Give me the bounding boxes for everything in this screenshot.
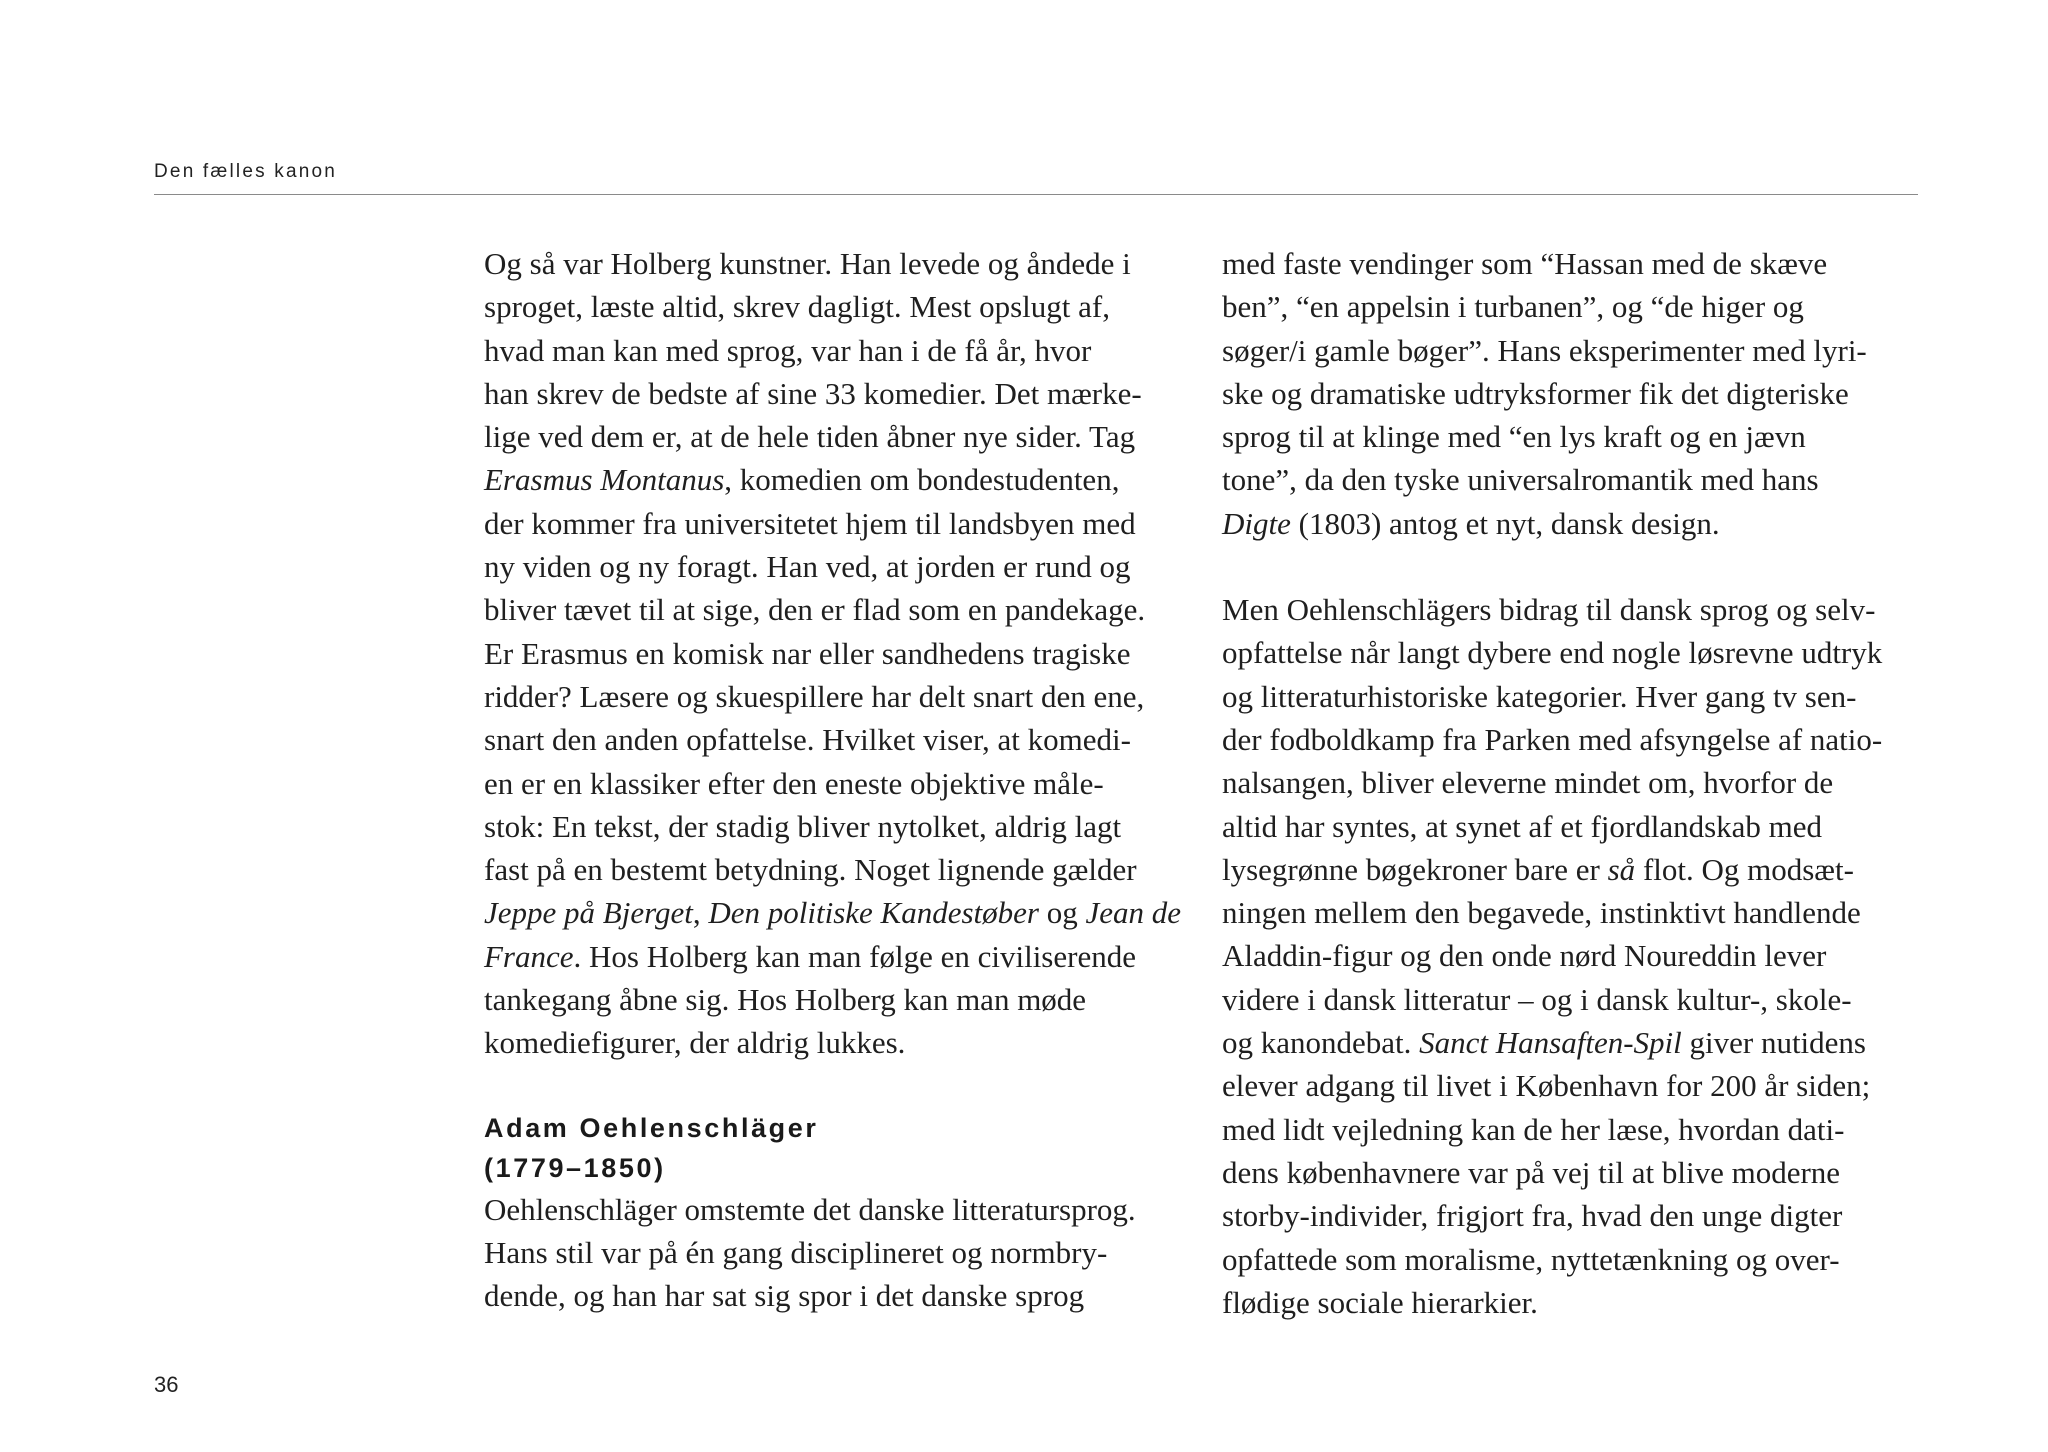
text-line: [484, 891, 1194, 934]
text-line: [484, 285, 1194, 328]
text-run: bliver tævet til at sige, den er flad som en pandekage.: [484, 592, 1146, 628]
text-line: [484, 1021, 1194, 1064]
text-line: [484, 675, 1194, 718]
text-run: Og så var Holberg kunstner. Han levede og åndede i: [484, 246, 1131, 281]
page-number: 36: [154, 1372, 179, 1397]
italic-title: France: [484, 938, 574, 974]
text-line: [1222, 458, 1932, 501]
text-line: [1222, 848, 1932, 891]
text-line: [1222, 1064, 1932, 1107]
text-run: (1803) antog et nyt, dansk design.: [1290, 505, 1720, 541]
text-line: [1222, 1108, 1932, 1151]
text-run: flot. Og modsæt-: [1635, 851, 1854, 887]
italic-title: Jean de: [1085, 895, 1182, 931]
text-line: [484, 718, 1194, 761]
text-run: Hans stil var på én gang disciplineret og normbry-: [484, 1234, 1108, 1270]
text-line: [1222, 675, 1932, 718]
text-run: ske og dramatiske udtryksformer fik det digteriske: [1222, 375, 1849, 411]
text-line: [484, 329, 1194, 372]
text-line: [1222, 502, 1932, 545]
text-line: [1222, 891, 1932, 934]
text-line: [484, 458, 1194, 501]
text-run: ny viden og ny foragt. Han ved, at jorden er rund og: [484, 549, 1131, 585]
text-line: [1222, 372, 1932, 415]
text-run: sprog til at klinge med “en lys kraft og en jævn: [1222, 419, 1806, 455]
text-run: søger/i gamle bøger”. Hans eksperimenter med lyri-: [1222, 332, 1867, 368]
paragraph: [1222, 588, 1932, 1324]
text-line: [484, 978, 1194, 1021]
text-line: [1222, 805, 1932, 848]
text-line: [484, 848, 1194, 891]
text-run: . Hos Holberg kan man følge en civiliserende: [573, 938, 1136, 974]
text-run: flødige sociale hierarkier.: [1222, 1284, 1538, 1320]
running-header: Den fælles kanon: [154, 161, 338, 182]
text-run: ningen mellem den begavede, instinktivt handlende: [1222, 895, 1861, 931]
text-line: [484, 588, 1194, 631]
text-run: ,: [692, 895, 709, 931]
paragraph: [484, 1188, 1194, 1318]
text-run: lige ved dem er, at de hele tiden åbner nye sider. Tag: [484, 419, 1136, 455]
heading-title: Adam Oehlenschläger: [484, 1112, 819, 1143]
text-line: [1222, 242, 1932, 285]
paragraph: [1222, 242, 1932, 545]
text-run: storby-individer, frigjort fra, hvad den unge digter: [1222, 1198, 1843, 1234]
text-run: dens københavnere var på vej til at blive moderne: [1222, 1154, 1841, 1190]
text-run: komediefigurer, der aldrig lukkes.: [484, 1025, 906, 1061]
text-run: med lidt vejledning kan de her læse, hvordan dati-: [1222, 1111, 1845, 1147]
text-line: [1222, 718, 1932, 761]
text-line: [484, 242, 1194, 285]
text-run: tone”, da den tyske universalromantik med hans: [1222, 462, 1819, 498]
text-run: sproget, læste altid, skrev dagligt. Mest opslugt af,: [484, 289, 1110, 325]
text-line: [484, 502, 1194, 545]
text-line: [484, 1274, 1194, 1317]
text-run: ben”, “en appelsin i turbanen”, og “de higer og: [1222, 289, 1804, 325]
text-line: [1222, 1281, 1932, 1324]
text-line: [1222, 1151, 1932, 1194]
text-line: [1222, 934, 1932, 977]
section-heading: [484, 1108, 1194, 1188]
text-run: opfattede som moralisme, nyttetænkning og over-: [1222, 1241, 1840, 1277]
text-run: en er en klassiker efter den eneste objektive måle-: [484, 765, 1104, 801]
italic-title: så: [1607, 851, 1636, 887]
text-run: , komedien om bondestudenten,: [724, 462, 1120, 498]
text-run: Aladdin-figur og den onde nørd Noureddin lever: [1222, 938, 1827, 974]
text-run: han skrev de bedste af sine 33 komedier. Det mærke-: [484, 375, 1142, 411]
text-run: nalsangen, bliver eleverne mindet om, hvorfor de: [1222, 765, 1834, 801]
text-line: [484, 1188, 1194, 1231]
text-line: [484, 935, 1194, 978]
text-run: opfattelse når langt dybere end nogle løsrevne udtryk: [1222, 635, 1883, 671]
text-line: [1222, 1021, 1932, 1064]
italic-title: Digte: [1222, 505, 1291, 541]
text-run: altid har syntes, at synet af et fjordlandskab med: [1222, 808, 1823, 844]
text-run: og litteraturhistoriske kategorier. Hver gang tv sen-: [1222, 678, 1857, 714]
text-run: der kommer fra universitetet hjem til landsbyen med: [484, 505, 1136, 541]
text-line: [1222, 285, 1932, 328]
right-column: [1222, 242, 1932, 1324]
paragraph-spacer: [484, 1065, 1194, 1108]
italic-title: Den politiske Kandestøber: [708, 895, 1039, 931]
text-line: [1222, 761, 1932, 804]
text-line: [1222, 329, 1932, 372]
text-line: [484, 545, 1194, 588]
text-run: med faste vendinger som “Hassan med de skæve: [1222, 246, 1828, 281]
text-line: [1222, 588, 1932, 631]
text-run: og kanondebat.: [1222, 1025, 1420, 1061]
text-line: [484, 762, 1194, 805]
text-run: Er Erasmus en komisk nar eller sandhedens tragiske: [484, 635, 1131, 671]
text-run: lysegrønne bøgekroner bare er: [1222, 851, 1608, 887]
text-run: hvad man kan med sprog, var han i de få år, hvor: [484, 332, 1092, 368]
text-run: der fodboldkamp fra Parken med afsyngelse af natio-: [1222, 721, 1883, 757]
text-run: giver nutidens: [1681, 1025, 1866, 1061]
text-run: videre i dansk litteratur – og i dansk kultur-, skole-: [1222, 981, 1852, 1017]
text-line: [1222, 631, 1932, 674]
paragraph: [484, 242, 1194, 1065]
text-line: [484, 632, 1194, 675]
italic-title: Sanct Hansaften-Spil: [1419, 1025, 1682, 1061]
text-run: stok: En tekst, der stadig bliver nytolket, aldrig lagt: [484, 808, 1122, 844]
left-column: [484, 242, 1194, 1318]
text-line: [1222, 1194, 1932, 1237]
text-run: og: [1039, 895, 1086, 931]
italic-title: Erasmus Montanus: [484, 462, 725, 498]
text-line: [1222, 1238, 1932, 1281]
text-line: [484, 415, 1194, 458]
text-run: Oehlenschläger omstemte det danske litteratursprog.: [484, 1191, 1136, 1227]
text-run: tankegang åbne sig. Hos Holberg kan man møde: [484, 982, 1087, 1018]
text-run: ridder? Læsere og skuespillere har delt snart den ene,: [484, 678, 1145, 714]
text-run: Men Oehlenschlägers bidrag til dansk sprog og selv-: [1222, 592, 1876, 628]
text-run: dende, og han har sat sig spor i det danske sprog: [484, 1278, 1085, 1314]
heading-years: (1779–1850): [484, 1152, 666, 1183]
italic-title: Jeppe på Bjerget: [484, 895, 693, 931]
header-divider: [154, 194, 1918, 195]
text-line: [1222, 415, 1932, 458]
text-run: fast på en bestemt betydning. Noget lignende gælder: [484, 852, 1137, 888]
paragraph-spacer: [1222, 545, 1932, 588]
text-run: elever adgang til livet i København for 200 år siden;: [1222, 1068, 1871, 1104]
text-run: snart den anden opfattelse. Hvilket viser, at komedi-: [484, 722, 1131, 758]
text-line: [484, 805, 1194, 848]
text-line: [484, 1231, 1194, 1274]
text-line: [1222, 978, 1932, 1021]
text-line: [484, 372, 1194, 415]
